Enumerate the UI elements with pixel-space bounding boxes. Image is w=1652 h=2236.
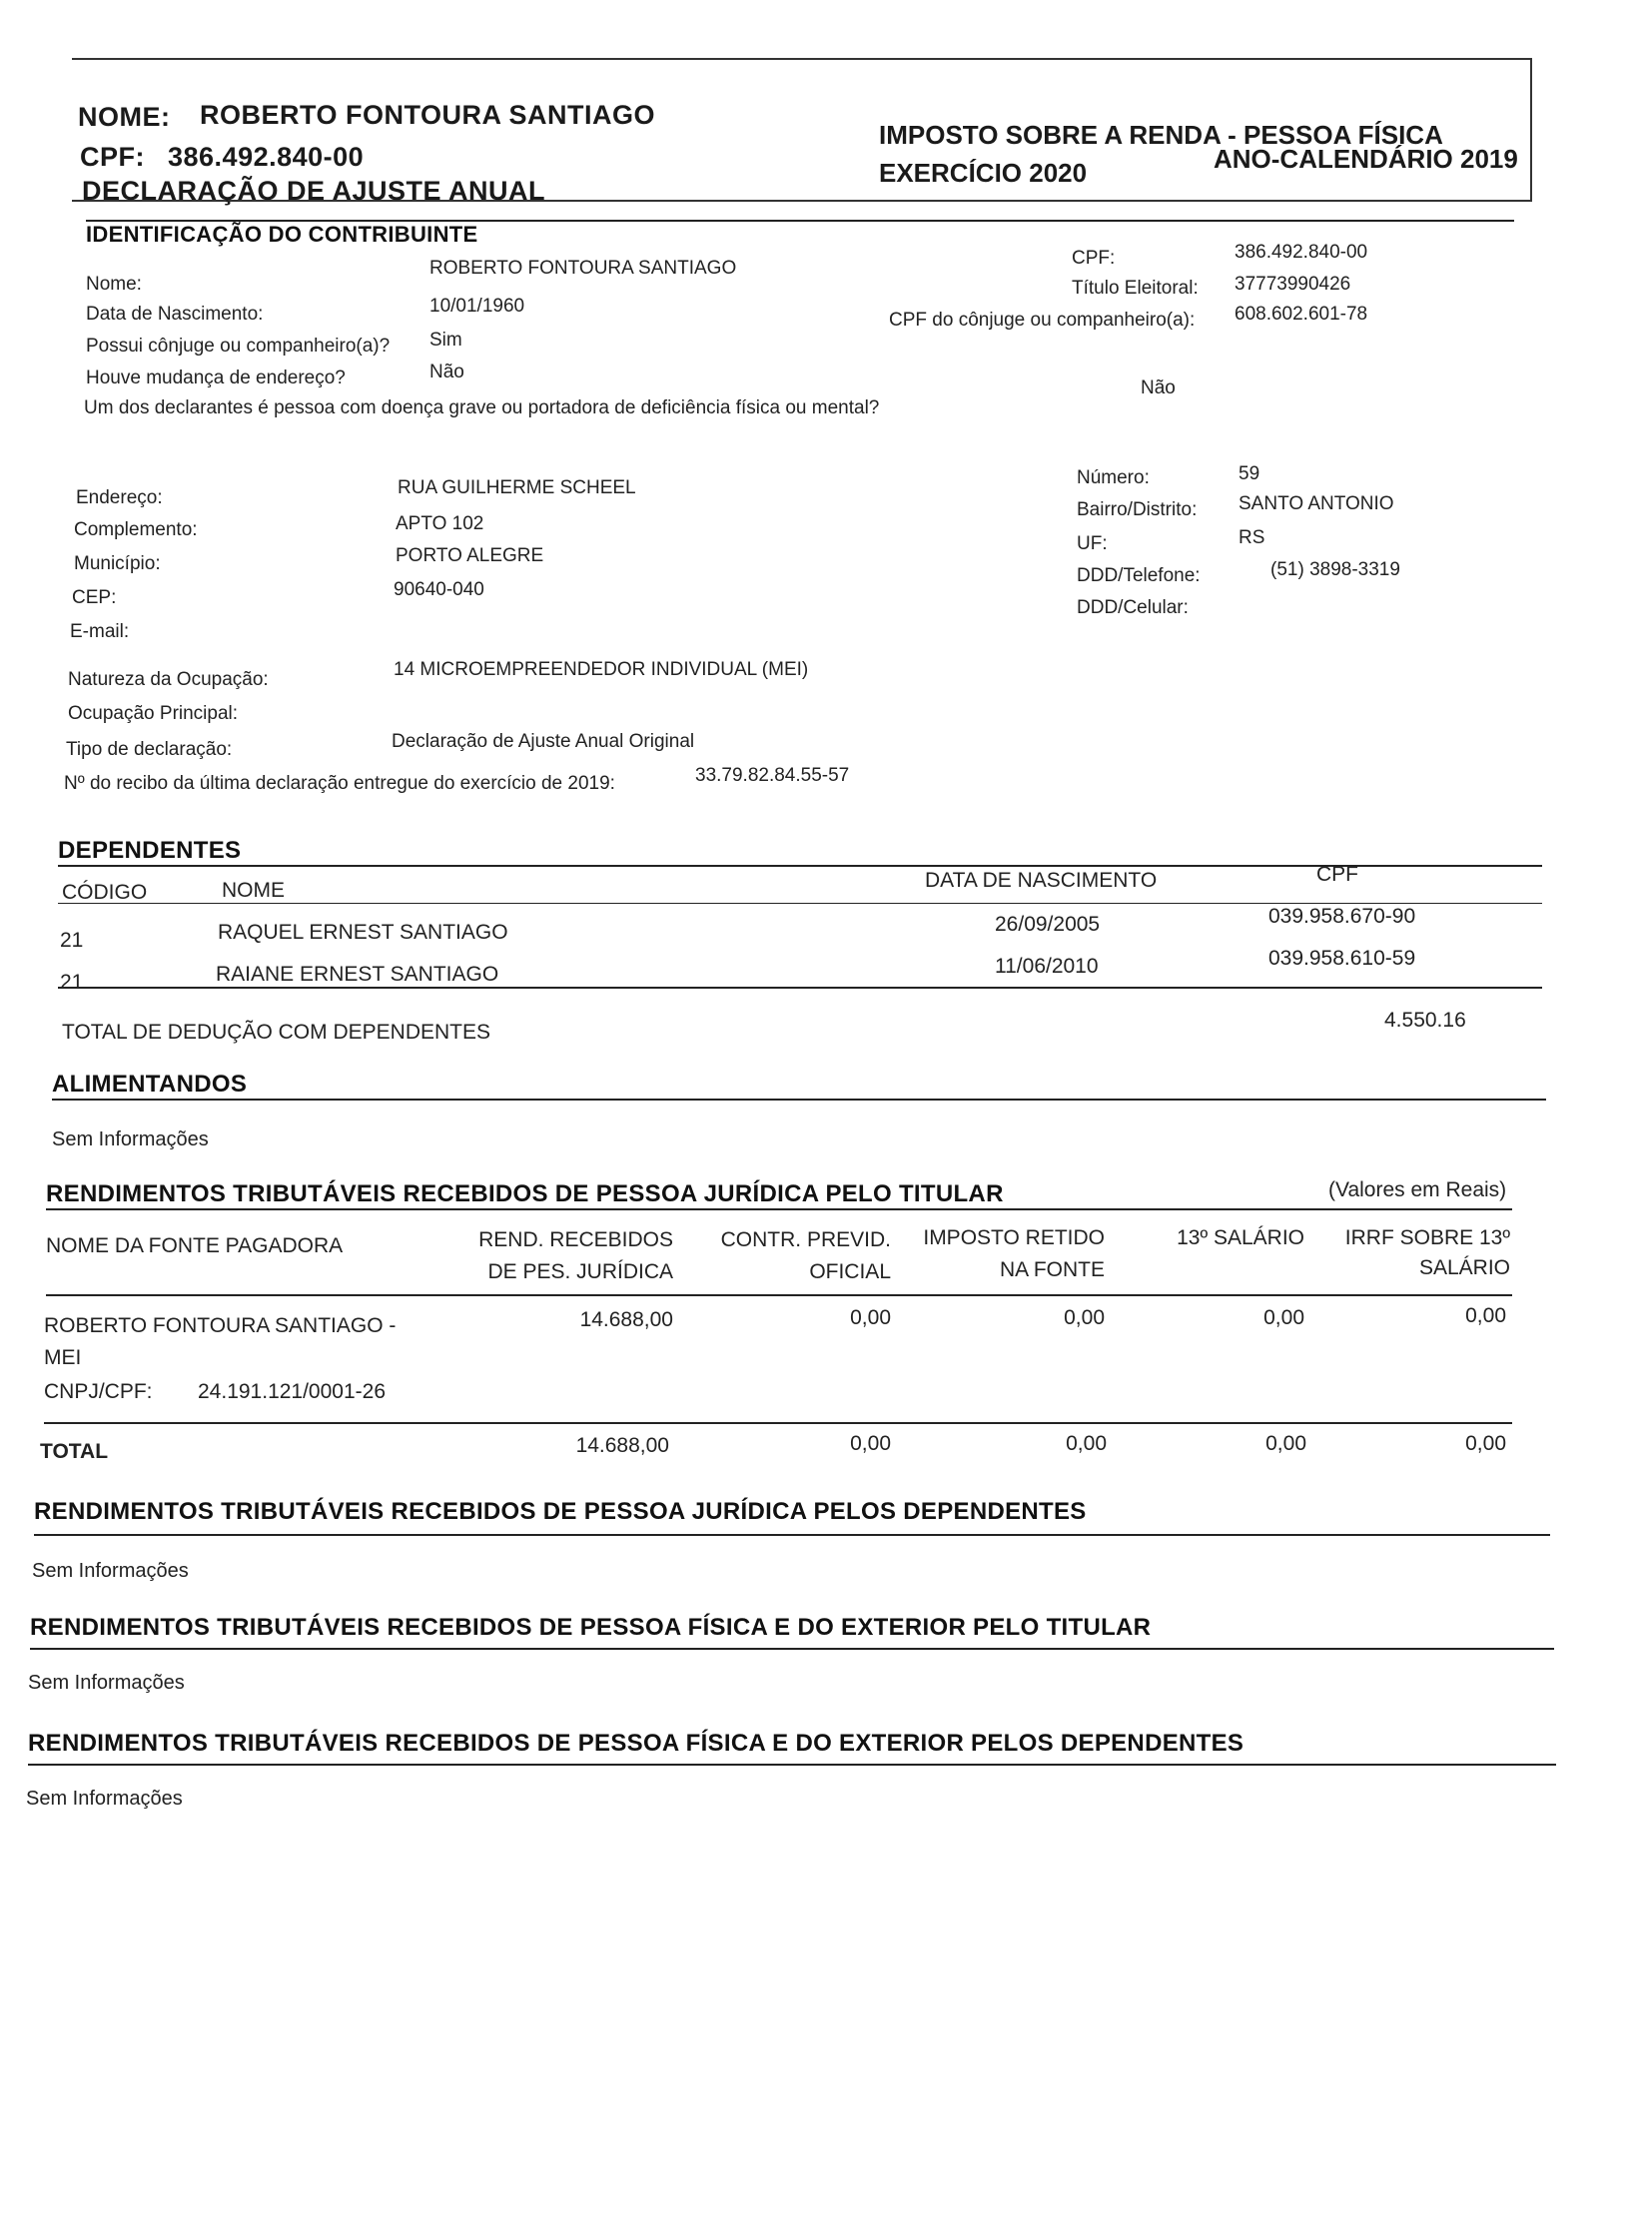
dependente-nascimento: 11/06/2010 [995,955,1099,978]
ocupacao-principal-label: Ocupação Principal: [68,703,239,724]
col-codigo-header: CÓDIGO [62,881,148,904]
dependente-nome: RAIANE ERNEST SANTIAGO [216,963,499,986]
cep-label: CEP: [72,587,117,608]
recibo-label: Nº do recibo da última declaração entregue do exercício de 2019: [64,773,615,794]
alimentandos-info: Sem Informações [52,1128,209,1150]
header-cpf-label: CPF: [80,142,145,172]
section-rule [46,1294,1512,1296]
cpf-value: 386.492.840-00 [1235,242,1368,263]
municipio-label: Município: [74,553,161,574]
dependente-cpf: 039.958.610-59 [1268,947,1416,970]
contr-value: 0,00 [850,1306,891,1329]
nascimento-label: Data de Nascimento: [86,304,264,325]
col-fonte-header: NOME DA FONTE PAGADORA [46,1234,344,1257]
cep-value: 90640-040 [394,579,484,600]
mudanca-value: Não [429,362,464,382]
fonte-nome-cont: MEI [44,1346,82,1369]
conjuge-value: Sim [429,330,462,351]
rend-value: 14.688,00 [579,1308,673,1331]
total-deducao-label: TOTAL DE DEDUÇÃO COM DEPENDENTES [62,1021,491,1044]
col-imposto-header: NA FONTE [999,1258,1105,1281]
telefone-label: DDD/Telefone: [1077,565,1201,586]
header-ano-calendario: ANO-CALENDÁRIO 2019 [1214,144,1518,174]
complemento-value: APTO 102 [396,513,484,534]
doenca-label: Um dos declarantes é pessoa com doença grave ou portadora de deficiência física ou mental? [84,397,880,418]
natureza-label: Natureza da Ocupação: [68,669,269,690]
rend-pj-dependentes-info: Sem Informações [32,1560,189,1582]
titulo-label: Título Eleitoral: [1072,278,1199,299]
recibo-value: 33.79.82.84.55-57 [695,765,850,786]
nome-label: Nome: [86,274,142,295]
section-rend-pf-titular-title: RENDIMENTOS TRIBUTÁVEIS RECEBIDOS DE PESSOA FÍSICA E DO EXTERIOR PELO TITULAR [30,1614,1152,1641]
bairro-label: Bairro/Distrito: [1077,499,1198,520]
cpf-conjuge-label: CPF do cônjuge ou companheiro(a): [889,310,1196,331]
total-contr-value: 0,00 [850,1432,891,1455]
header-tax-title: IMPOSTO SOBRE A RENDA - PESSOA FÍSICA [879,120,1443,150]
section-rend-pj-titular-title: RENDIMENTOS TRIBUTÁVEIS RECEBIDOS DE PESSOA JURÍDICA PELO TITULAR [46,1180,1004,1207]
col-rend-header: REND. RECEBIDOS [478,1228,673,1251]
total-imposto-value: 0,00 [1066,1432,1107,1455]
col-nascimento-header: DATA DE NASCIMENTO [925,869,1158,892]
irrf13-value: 0,00 [1465,1304,1506,1327]
tipo-value: Declaração de Ajuste Anual Original [392,731,695,752]
col-imposto-header: IMPOSTO RETIDO [923,1226,1105,1249]
section-rule [58,987,1542,989]
total-label: TOTAL [40,1440,109,1463]
cpf-conjuge-value: 608.602.601-78 [1235,304,1368,325]
col-contr-header: CONTR. PREVID. [720,1228,891,1251]
dependente-codigo: 21 [60,971,84,994]
endereco-value: RUA GUILHERME SCHEEL [398,477,636,498]
col-irrf-header: SALÁRIO [1418,1256,1510,1279]
section-rule [34,1534,1550,1536]
dependente-nome: RAQUEL ERNEST SANTIAGO [218,921,508,944]
section-rend-pf-dependentes-title: RENDIMENTOS TRIBUTÁVEIS RECEBIDOS DE PESSOA FÍSICA E DO EXTERIOR PELOS DEPENDENTES [28,1730,1244,1757]
mudanca-label: Houve mudança de endereço? [86,368,346,388]
header-nome-value: ROBERTO FONTOURA SANTIAGO [200,100,656,130]
endereco-label: Endereço: [76,487,163,508]
rend-pf-titular-info: Sem Informações [28,1672,185,1694]
header-exercicio: EXERCÍCIO 2020 [879,158,1088,188]
cnpj-value: 24.191.121/0001-26 [198,1380,387,1403]
titulo-value: 37773990426 [1235,274,1351,295]
telefone-value: (51) 3898-3319 [1270,559,1400,580]
dependente-nascimento: 26/09/2005 [995,913,1101,936]
nome-value: ROBERTO FONTOURA SANTIAGO [429,258,737,279]
section-rend-pj-dependentes-title: RENDIMENTOS TRIBUTÁVEIS RECEBIDOS DE PESSOA JURÍDICA PELOS DEPENDENTES [34,1498,1087,1525]
cnpj-label: CNPJ/CPF: [44,1380,153,1403]
valores-note: (Valores em Reais) [1328,1178,1507,1201]
header-doc-type: DECLARAÇÃO DE AJUSTE ANUAL [82,176,546,206]
col-cpf-header: CPF [1316,863,1358,886]
uf-value: RS [1239,527,1265,548]
col-13-header: 13º SALÁRIO [1177,1226,1304,1249]
section-rule [52,1099,1546,1101]
rend-pf-dependentes-info: Sem Informações [26,1788,183,1810]
numero-label: Número: [1077,467,1150,488]
total-13-value: 0,00 [1265,1432,1306,1455]
municipio-value: PORTO ALEGRE [396,545,544,566]
email-label: E-mail: [70,621,130,642]
conjuge-label: Possui cônjuge ou companheiro(a)? [86,336,391,357]
section-rule [44,1422,1512,1424]
section-alimentandos-title: ALIMENTANDOS [52,1071,248,1098]
numero-value: 59 [1239,463,1260,484]
header-nome-label: NOME: [78,102,171,132]
col-rend-header: DE PES. JURÍDICA [487,1260,673,1283]
nascimento-value: 10/01/1960 [429,296,525,317]
header-cpf-value: 386.492.840-00 [168,142,365,172]
salario13-value: 0,00 [1263,1306,1304,1329]
complemento-label: Complemento: [74,519,198,540]
total-rend-value: 14.688,00 [575,1434,669,1457]
col-irrf-header: IRRF SOBRE 13º [1344,1226,1510,1249]
uf-label: UF: [1077,533,1108,554]
col-nome-header: NOME [222,879,285,902]
celular-label: DDD/Celular: [1077,597,1189,618]
total-deducao-value: 4.550.16 [1384,1009,1466,1032]
dependente-codigo: 21 [60,929,84,952]
total-irrf-value: 0,00 [1465,1432,1506,1455]
section-rule [86,220,1514,222]
cpf-label: CPF: [1072,248,1116,269]
section-identificacao-title: IDENTIFICAÇÃO DO CONTRIBUINTE [86,222,478,247]
section-dependentes-title: DEPENDENTES [58,837,242,864]
section-rule [30,1648,1554,1650]
natureza-value: 14 MICROEMPREENDEDOR INDIVIDUAL (MEI) [394,659,809,680]
bairro-value: SANTO ANTONIO [1239,493,1394,514]
section-rule [58,903,1542,904]
fonte-nome: ROBERTO FONTOURA SANTIAGO - [44,1314,397,1337]
section-rule [28,1764,1556,1766]
imposto-value: 0,00 [1064,1306,1105,1329]
dependente-cpf: 039.958.670-90 [1268,905,1416,928]
doenca-value: Não [1141,377,1176,398]
col-contr-header: OFICIAL [809,1260,891,1283]
section-rule [46,1208,1512,1210]
tipo-label: Tipo de declaração: [66,739,233,760]
